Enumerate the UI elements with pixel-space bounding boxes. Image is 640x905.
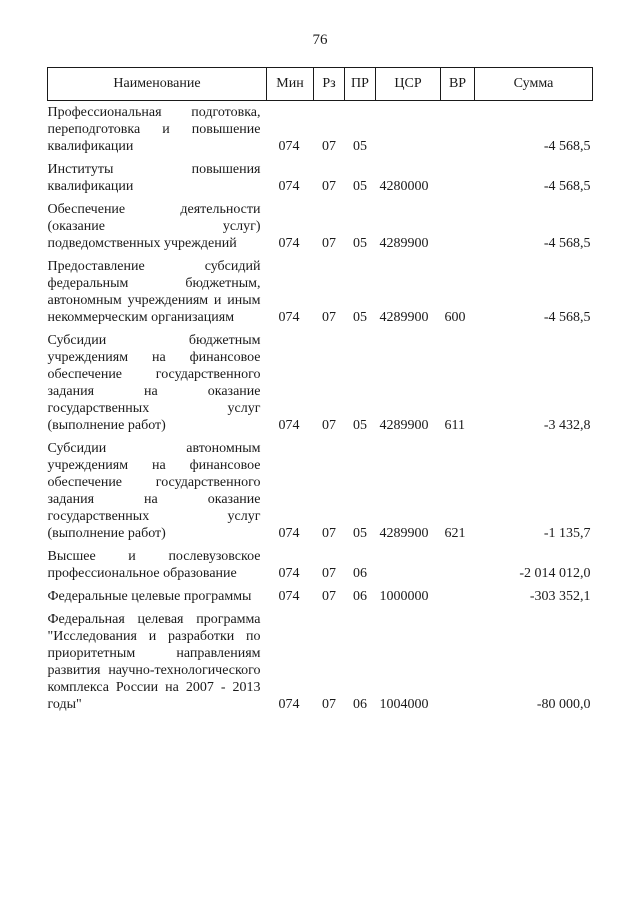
row-sum: -4 568,5 (543, 179, 591, 194)
row-pr: 05 (353, 179, 367, 194)
row-sum: -4 568,5 (543, 139, 591, 154)
header-pr: ПР (345, 68, 376, 101)
row-rz: 07 (322, 418, 336, 433)
table-row (48, 252, 593, 326)
row-sum: -80 000,0 (536, 697, 591, 712)
row-rz: 07 (322, 526, 336, 541)
row-vr (441, 155, 475, 195)
row-rz: 07 (322, 589, 336, 604)
row-min: 074 (278, 697, 300, 712)
row-name: Институты повышения квалификации (47, 162, 261, 194)
table-row (48, 582, 593, 605)
header-vr: ВР (441, 68, 475, 101)
row-name: Профессиональная подготовка, переподготовка и повышение квалификации (47, 105, 261, 154)
row-pr: 05 (353, 418, 367, 433)
row-name: Высшее и послевузовское профессиональное образование (47, 549, 261, 581)
row-min: 074 (278, 418, 300, 433)
row-pr: 05 (353, 526, 367, 541)
row-rz: 07 (322, 236, 336, 251)
row-csr: 1000000 (379, 589, 429, 604)
row-min: 074 (278, 589, 300, 604)
row-min: 074 (278, 179, 300, 194)
row-vr (441, 605, 475, 713)
row-csr: 4280000 (379, 179, 429, 194)
row-vr (441, 542, 475, 582)
header-rz: Рз (314, 68, 345, 101)
row-sum: -4 568,5 (543, 236, 591, 251)
table-header-row (48, 68, 593, 101)
row-sum: -303 352,1 (529, 589, 591, 604)
row-min: 074 (278, 139, 300, 154)
row-vr (441, 582, 475, 605)
row-csr (376, 542, 441, 582)
row-pr: 06 (353, 566, 367, 581)
row-csr (376, 101, 441, 156)
table-row (48, 155, 593, 195)
row-csr: 4289900 (379, 310, 429, 325)
row-name: Федеральные целевые программы (47, 589, 252, 604)
header-sum: Сумма (475, 68, 593, 101)
row-name: Субсидии бюджетным учреждениям на финансовое обеспечение государственного задания на оказание государственных услуг (выполнение работ) (47, 333, 261, 433)
page-number: 76 (312, 32, 328, 48)
table-row (48, 434, 593, 542)
row-vr (441, 101, 475, 156)
row-vr (441, 195, 475, 252)
header-name: Наименование (48, 68, 267, 101)
row-sum: -2 014 012,0 (519, 566, 591, 581)
row-vr: 611 (444, 418, 465, 433)
row-pr: 05 (353, 139, 367, 154)
table-row (48, 605, 593, 713)
row-pr: 06 (353, 697, 367, 712)
row-csr: 4289900 (379, 236, 429, 251)
budget-table (47, 67, 593, 713)
row-sum: -4 568,5 (543, 310, 591, 325)
row-name: Федеральная целевая программа "Исследования и разработки по приоритетным направлениям развития научно-технологического комплекса России на 2007 - 2013 годы" (47, 612, 261, 712)
row-csr: 4289900 (379, 526, 429, 541)
row-rz: 07 (322, 310, 336, 325)
row-min: 074 (278, 236, 300, 251)
row-vr: 621 (444, 526, 466, 541)
table-row (48, 101, 593, 156)
row-min: 074 (278, 526, 300, 541)
row-name: Предоставление субсидий федеральным бюджетным, автономным учреждениям и иным некоммерческим организациям (47, 259, 261, 325)
table-row (48, 326, 593, 434)
row-rz: 07 (322, 566, 336, 581)
row-name: Обеспечение деятельности (оказание услуг) подведомственных учреждений (47, 202, 261, 251)
table-row (48, 195, 593, 252)
row-name: Субсидии автономным учреждениям на финансовое обеспечение государственного задания на оказание государственных услуг (выполнение работ) (47, 441, 261, 541)
row-sum: -3 432,8 (543, 418, 591, 433)
row-rz: 07 (322, 179, 336, 194)
header-csr: ЦСР (376, 68, 441, 101)
row-vr: 600 (444, 310, 466, 325)
row-rz: 07 (322, 697, 336, 712)
table-row (48, 542, 593, 582)
row-sum: -1 135,7 (543, 526, 591, 541)
row-min: 074 (278, 566, 300, 581)
header-min: Мин (267, 68, 314, 101)
row-pr: 05 (353, 310, 367, 325)
row-min: 074 (278, 310, 300, 325)
row-pr: 06 (353, 589, 367, 604)
row-csr: 4289900 (379, 418, 429, 433)
row-pr: 05 (353, 236, 367, 251)
row-rz: 07 (322, 139, 336, 154)
row-csr: 1004000 (379, 697, 429, 712)
